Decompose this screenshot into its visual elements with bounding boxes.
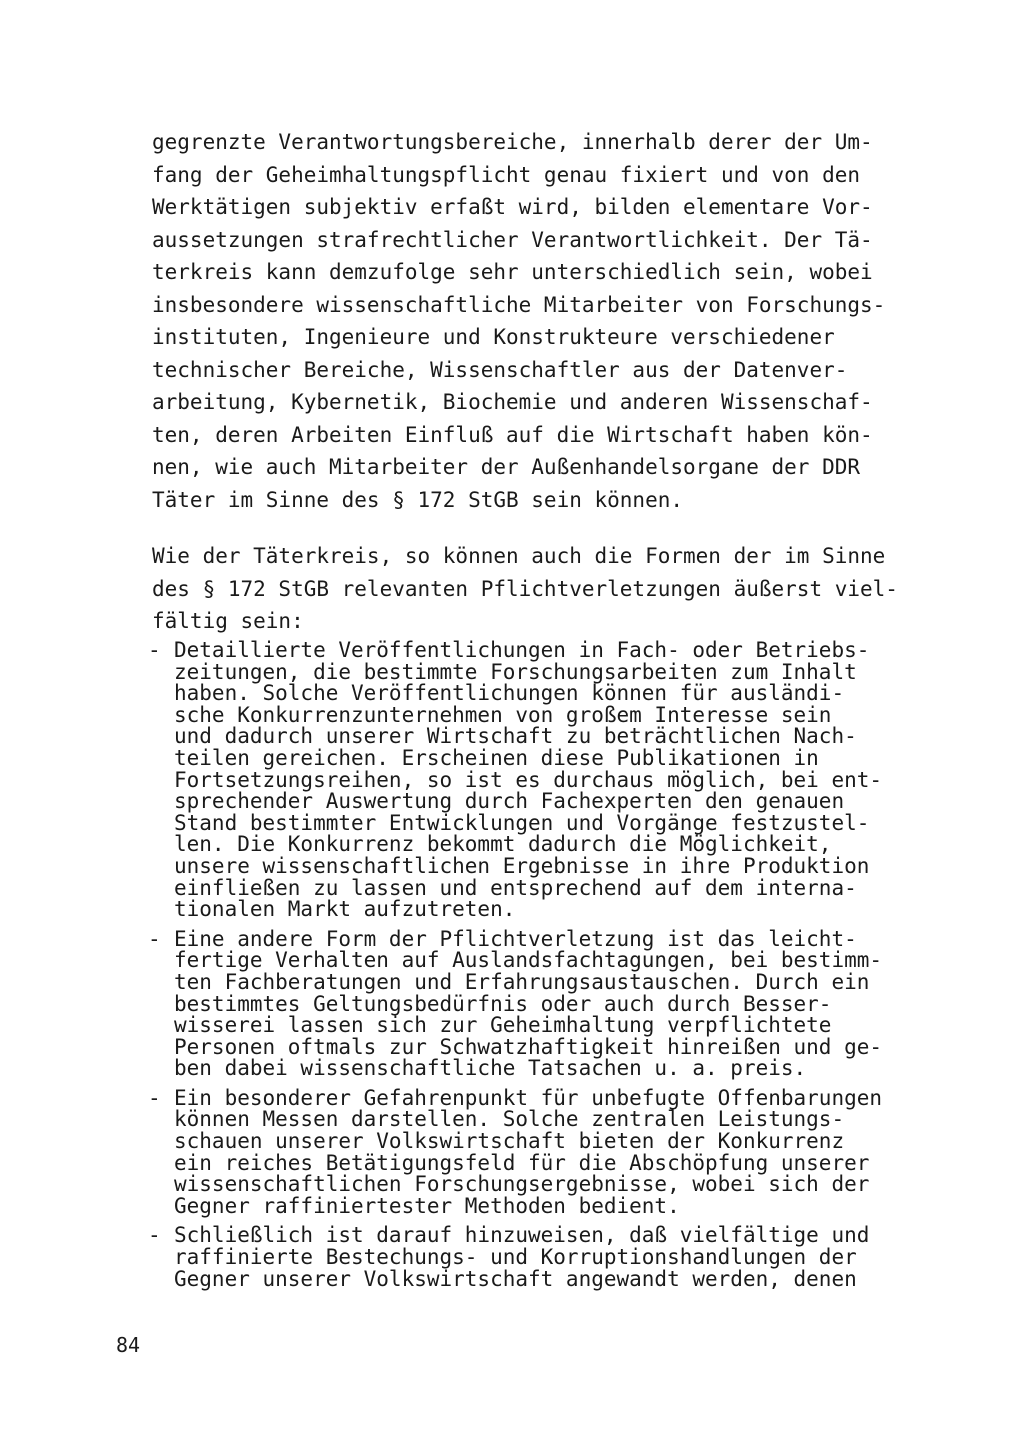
text-line: Werktätigen subjektiv erfaßt wird, bilden elementare Vor- [152, 195, 873, 219]
list-dash: - [148, 1223, 161, 1248]
text-line: Detaillierte Veröffentlichungen in Fach- oder Betriebs- [174, 638, 870, 662]
list-item-trade-fairs [148, 1085, 938, 1218]
violation-list [148, 640, 938, 1298]
text-line: raffinierte Bestechungs- und Korruptionshandlungen der [174, 1245, 857, 1270]
text-line: wissenschaftlichen Forschungsergebnisse, wobei sich der [174, 1172, 870, 1197]
text-line: terkreis kann demzufolge sehr unterschiedlich sein, wobei [152, 260, 873, 284]
text-line: Wie der Täterkreis, so können auch die Formen der im Sinne [152, 544, 886, 568]
text-line: können Messen darstellen. Solche zentralen Leistungs- [174, 1107, 845, 1132]
text-line: aussetzungen strafrechtlicher Verantwortlichkeit. Der Tä- [152, 227, 873, 252]
text-line: tionalen Markt aufzutreten. [174, 897, 516, 922]
text-line: fertige Verhalten auf Auslandsfachtagungen, bei bestimm- [174, 948, 883, 973]
text-line: instituten, Ingenieure und Konstrukteure verschiedener [152, 325, 835, 349]
text-line: technischer Bereiche, Wissenschaftler aus der Datenver- [152, 357, 848, 382]
text-line: Täter im Sinne des § 172 StGB sein können. [152, 487, 684, 512]
text-line: einfließen zu lassen und entsprechend auf dem interna- [174, 875, 857, 900]
text-line: sprechender Auswertung durch Fachexperten den genauen [174, 789, 845, 814]
page-number: 84 [116, 1333, 141, 1357]
text-line: Personen oftmals zur Schwatzhaftigkeit hinreißen und ge- [174, 1034, 883, 1059]
text-line: wisserei lassen sich zur Geheimhaltung verpflichtete [174, 1013, 832, 1038]
text-line: Stand bestimmter Entwicklungen und Vorgänge festzustel- [174, 810, 870, 835]
list-dash: - [148, 638, 161, 662]
text-line: ben dabei wissenschaftliche Tatsachen u. a. preis. [174, 1056, 807, 1081]
text-line: ten, deren Arbeiten Einfluß auf die Wirtschaft haben kön- [152, 422, 873, 447]
text-line: unsere wissenschaftlichen Ergebnisse in ihre Produktion [174, 853, 870, 878]
list-dash: - [148, 926, 161, 951]
paragraph-scope-of-offenders [152, 126, 942, 516]
text-line: bestimmtes Geltungsbedürfnis oder auch durch Besser- [174, 991, 832, 1016]
text-line: ein reiches Betätigungsfeld für die Abschöpfung unserer [174, 1150, 870, 1175]
text-line: Gegner unserer Volkswirtschaft angewandt werden, denen [174, 1266, 857, 1291]
text-line: ten Fachberatungen und Erfahrungsaustauschen. Durch ein [174, 969, 870, 994]
text-line: Gegner raffiniertester Methoden bedient. [174, 1193, 680, 1218]
text-line: zeitungen, die bestimmte Forschungsarbeiten zum Inhalt [174, 659, 857, 684]
text-line: fältig sein: [152, 609, 304, 633]
list-item-bribery [148, 1225, 938, 1290]
text-line: gegrenzte Verantwortungsbereiche, innerhalb derer der Um- [152, 130, 873, 154]
text-line: und dadurch unserer Wirtschaft zu beträchtlichen Nach- [174, 724, 857, 749]
text-line: arbeitung, Kybernetik, Biochemie und anderen Wissenschaf- [152, 390, 873, 414]
text-line: Schließlich ist darauf hinzuweisen, daß vielfältige und [174, 1223, 870, 1248]
text-line: len. Die Konkurrenz bekommt dadurch die Möglichkeit, [174, 832, 832, 857]
text-line: teilen gereichen. Erscheinen diese Publikationen in [174, 745, 819, 770]
text-line: insbesondere wissenschaftliche Mitarbeiter von Forschungs- [152, 292, 886, 317]
text-line: fang der Geheimhaltungspflicht genau fixiert und von den [152, 162, 861, 187]
text-line: Ein besonderer Gefahrenpunkt für unbefugte Offenbarungen [174, 1085, 883, 1110]
text-line: Eine andere Form der Pflichtverletzung ist das leicht- [174, 926, 857, 951]
text-line: des § 172 StGB relevanten Pflichtverletzungen äußerst viel- [152, 576, 898, 601]
list-item-publications [148, 640, 938, 921]
text-line: Fortsetzungsreihen, so ist es durchaus möglich, bei ent- [174, 767, 883, 792]
paragraph-forms-of-violations [152, 540, 942, 638]
text-line: sche Konkurrenzunternehmen von großem Interesse sein [174, 702, 832, 727]
text-line: nen, wie auch Mitarbeiter der Außenhandelsorgane der DDR [152, 455, 861, 479]
list-item-conferences [148, 926, 938, 1081]
text-line: schauen unserer Volkswirtschaft bieten der Konkurrenz [174, 1129, 845, 1154]
text-line: haben. Solche Veröffentlichungen können für ausländi- [174, 681, 845, 706]
list-dash: - [148, 1085, 161, 1110]
